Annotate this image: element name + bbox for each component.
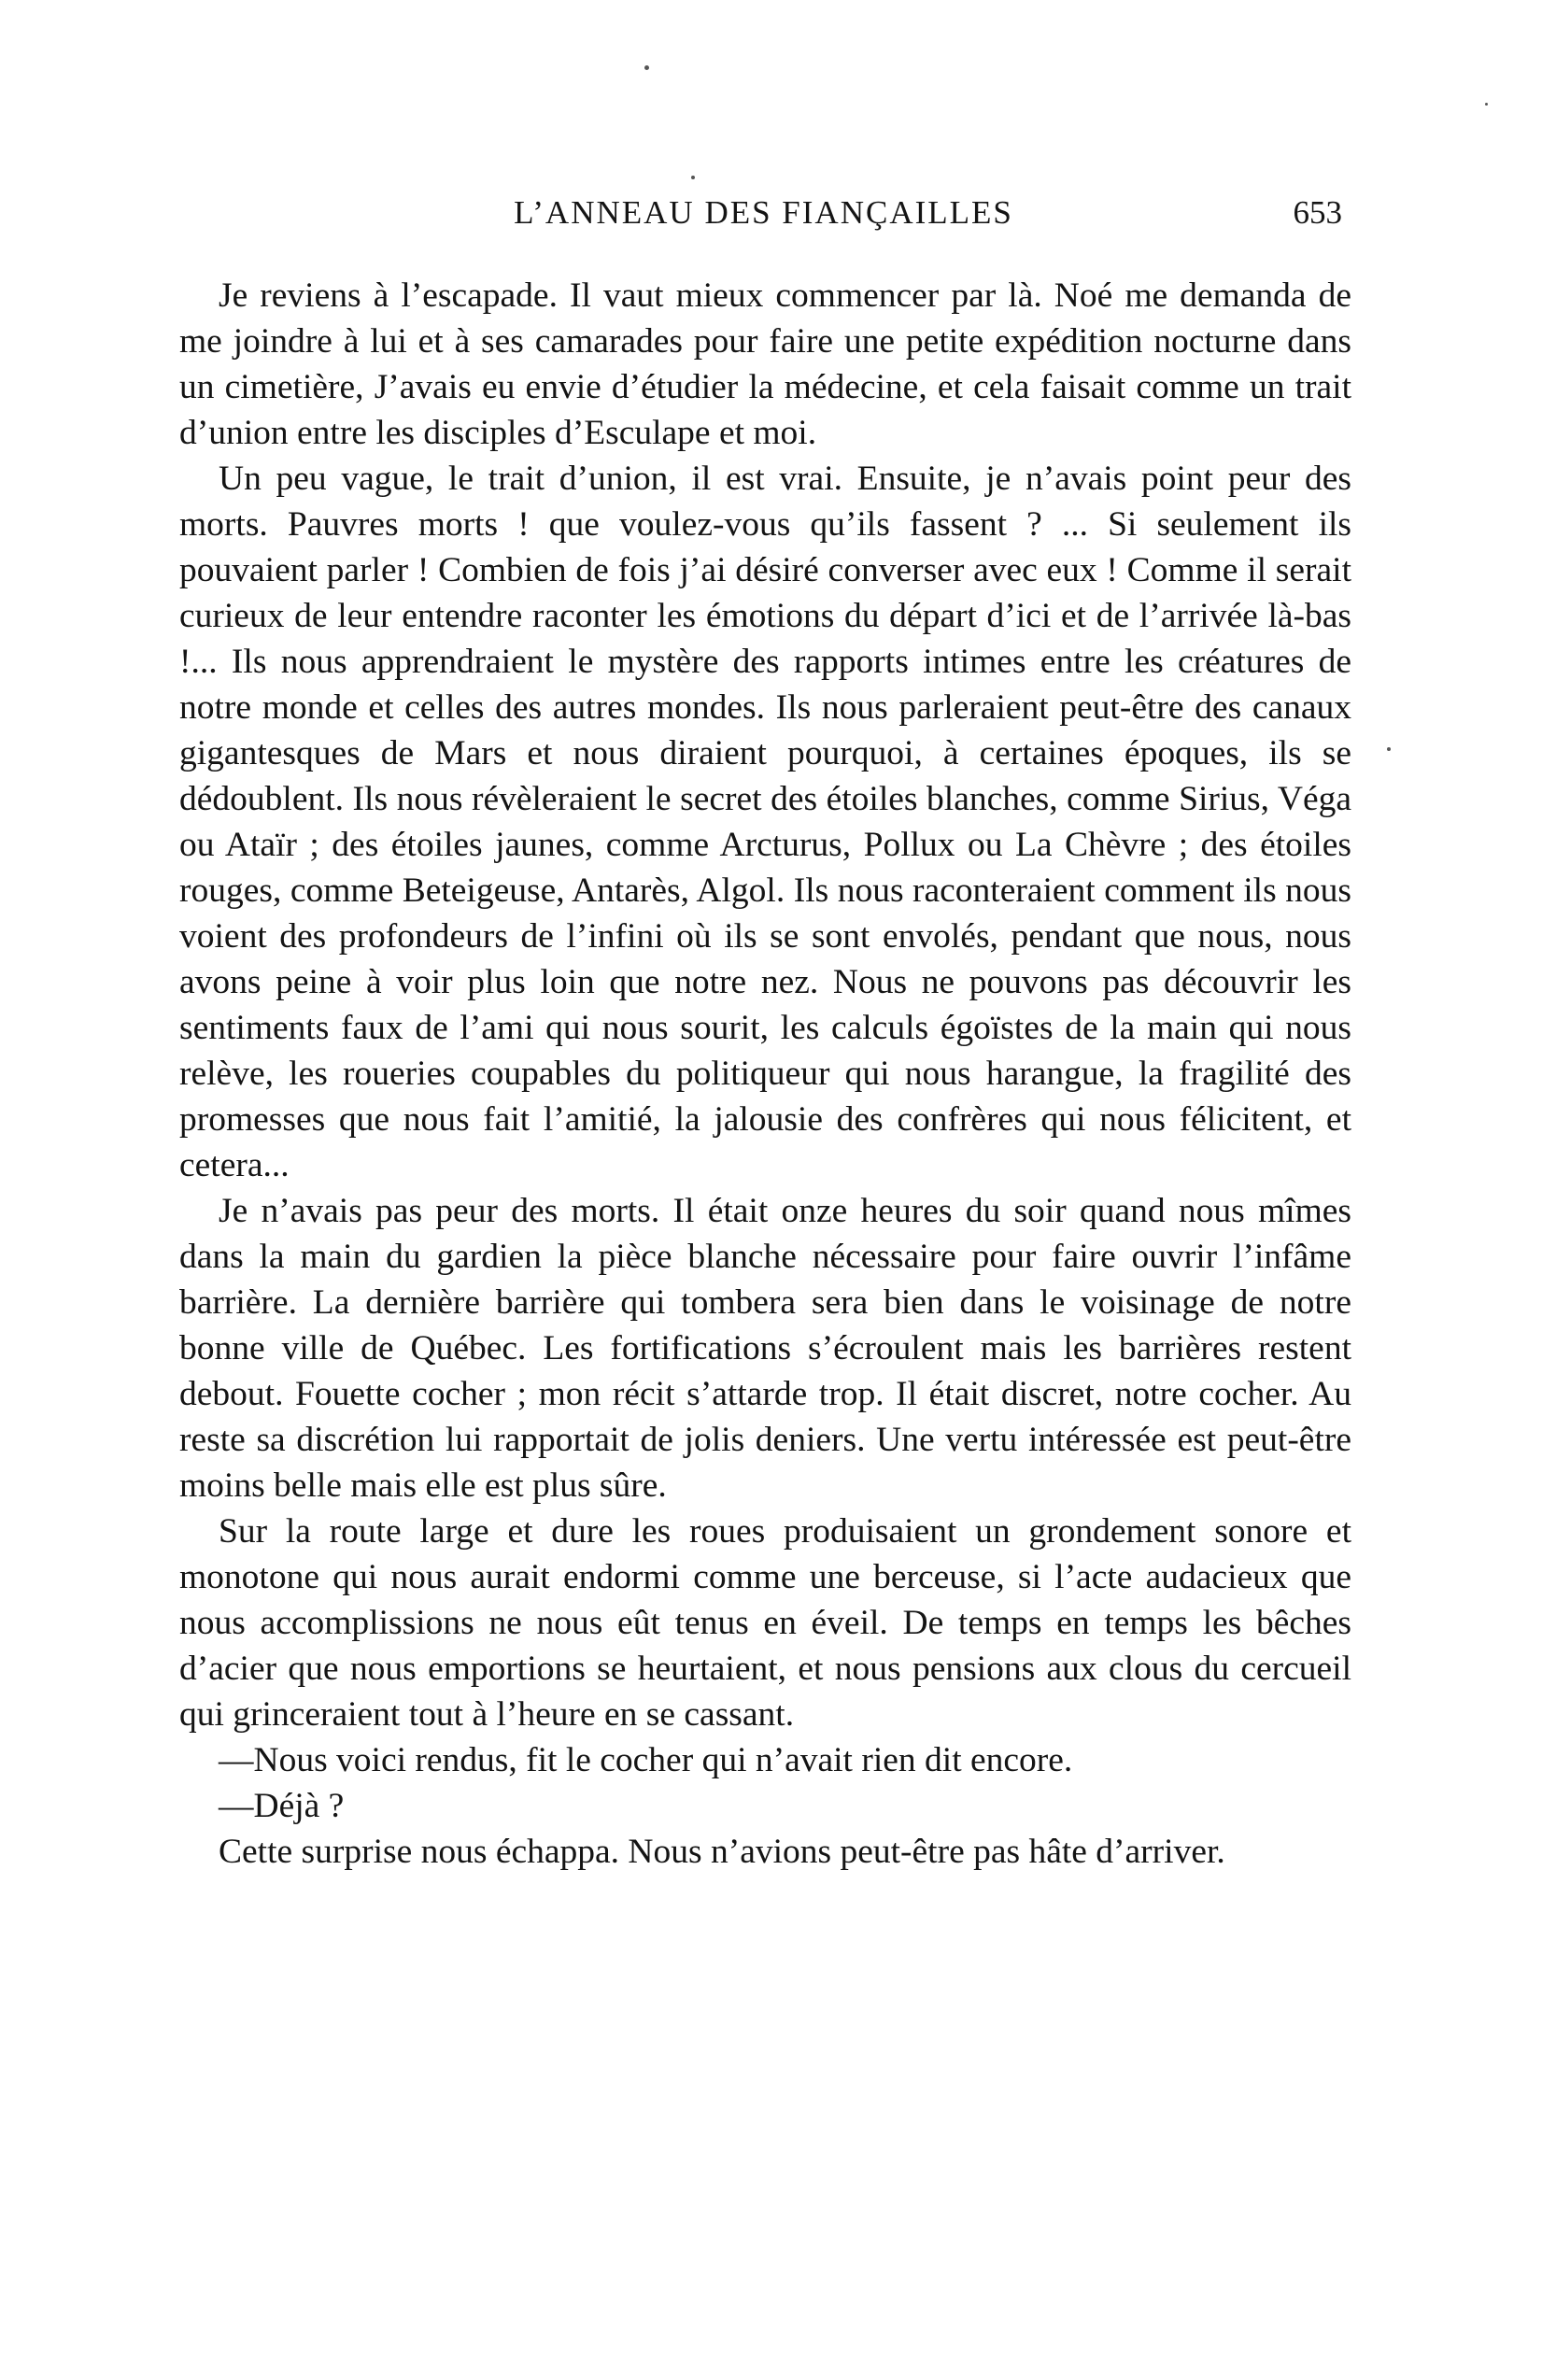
print-speck — [691, 176, 695, 179]
print-speck — [644, 65, 649, 70]
paragraph: Je n’avais pas peur des morts. Il était onze heures du soir quand nous mîmes dans la main du gardien la pièce blanche nécessaire pour faire ouvrir l’infâme barrière. La dernière barrière qui tombera sera bien dans le voisinage de notre bonne ville de Québec. Les fortifications s’écroulent mais les barrières restent debout. Fouette cocher ; mon récit s’attarde trop. Il était discret, notre cocher. Au reste sa discrétion lui rapportait de jolis deniers. Une vertu intéressée est peut-être moins belle mais elle est plus sûre. — [179, 1192, 1351, 1505]
running-title: L’ANNEAU DES FIANÇAILLES — [514, 194, 1013, 231]
dialogue-line: —Nous voici rendus, fit le cocher qui n’avait rien dit encore. — [219, 1741, 1073, 1779]
dialogue-line: —Déjà ? — [219, 1787, 345, 1825]
print-speck — [1387, 747, 1391, 751]
page-number: 653 — [1293, 194, 1342, 231]
print-speck — [1485, 103, 1488, 106]
paragraph: Cette surprise nous échappa. Nous n’avions peut-être pas hâte d’arriver. — [219, 1833, 1225, 1871]
running-header — [177, 194, 1350, 250]
body-text — [179, 273, 1351, 1875]
paragraph: Je reviens à l’escapade. Il vaut mieux commencer par là. Noé me demanda de me joindre à lui et à ses camarades pour faire une petite expédition nocturne dans un cimetière, J’avais eu envie d’étudier la médecine, et cela faisait comme un trait d’union entre les disciples d’Esculape et moi. — [179, 276, 1351, 452]
paragraph: Un peu vague, le trait d’union, il est vrai. Ensuite, je n’avais point peur des morts. Pauvres morts ! que voulez-vous qu’ils fassent ? ... Si seulement ils pouvaient parler ! Combien de fois j’ai désiré converser avec eux ! Comme il serait curieux de leur entendre raconter les émotions du départ d’ici et de l’arrivée là-bas !... Ils nous apprendraient le mystère des rapports intimes entre les créatures de notre monde et celles des autres mondes. Ils nous parleraient peut-être des canaux gigantesques de Mars et nous diraient pourquoi, à certaines époques, ils se dédoublent. Ils nous révèleraient le secret des étoiles blanches, comme Sirius, Véga ou Ataïr ; des étoiles jaunes, comme Arcturus, Pollux ou La Chèvre ; des étoiles rouges, comme Beteigeuse, Antarès, Algol. Ils nous raconteraient comment ils nous voient des profondeurs de l’infini où ils se sont envolés, pendant que nous, nous avons peine à voir plus loin que notre nez. Nous ne pouvons pas découvrir les sentiments faux de l’ami qui nous sourit, les calculs égoïstes de la main qui nous relève, les roueries coupables du politiqueur qui nous harangue, la fragilité des promesses que nous fait l’amitié, la jalousie des confrères qui nous félicitent, et cetera... — [179, 460, 1351, 1184]
paragraph: Sur la route large et dure les roues produisaient un grondement sonore et monotone qui nous aurait endormi comme une berceuse, si l’acte audacieux que nous accomplissions ne nous eût tenus en éveil. De temps en temps les bêches d’acier que nous emportions se heurtaient, et nous pensions aux clous du cercueil qui grinceraient tout à l’heure en se cassant. — [179, 1512, 1351, 1734]
